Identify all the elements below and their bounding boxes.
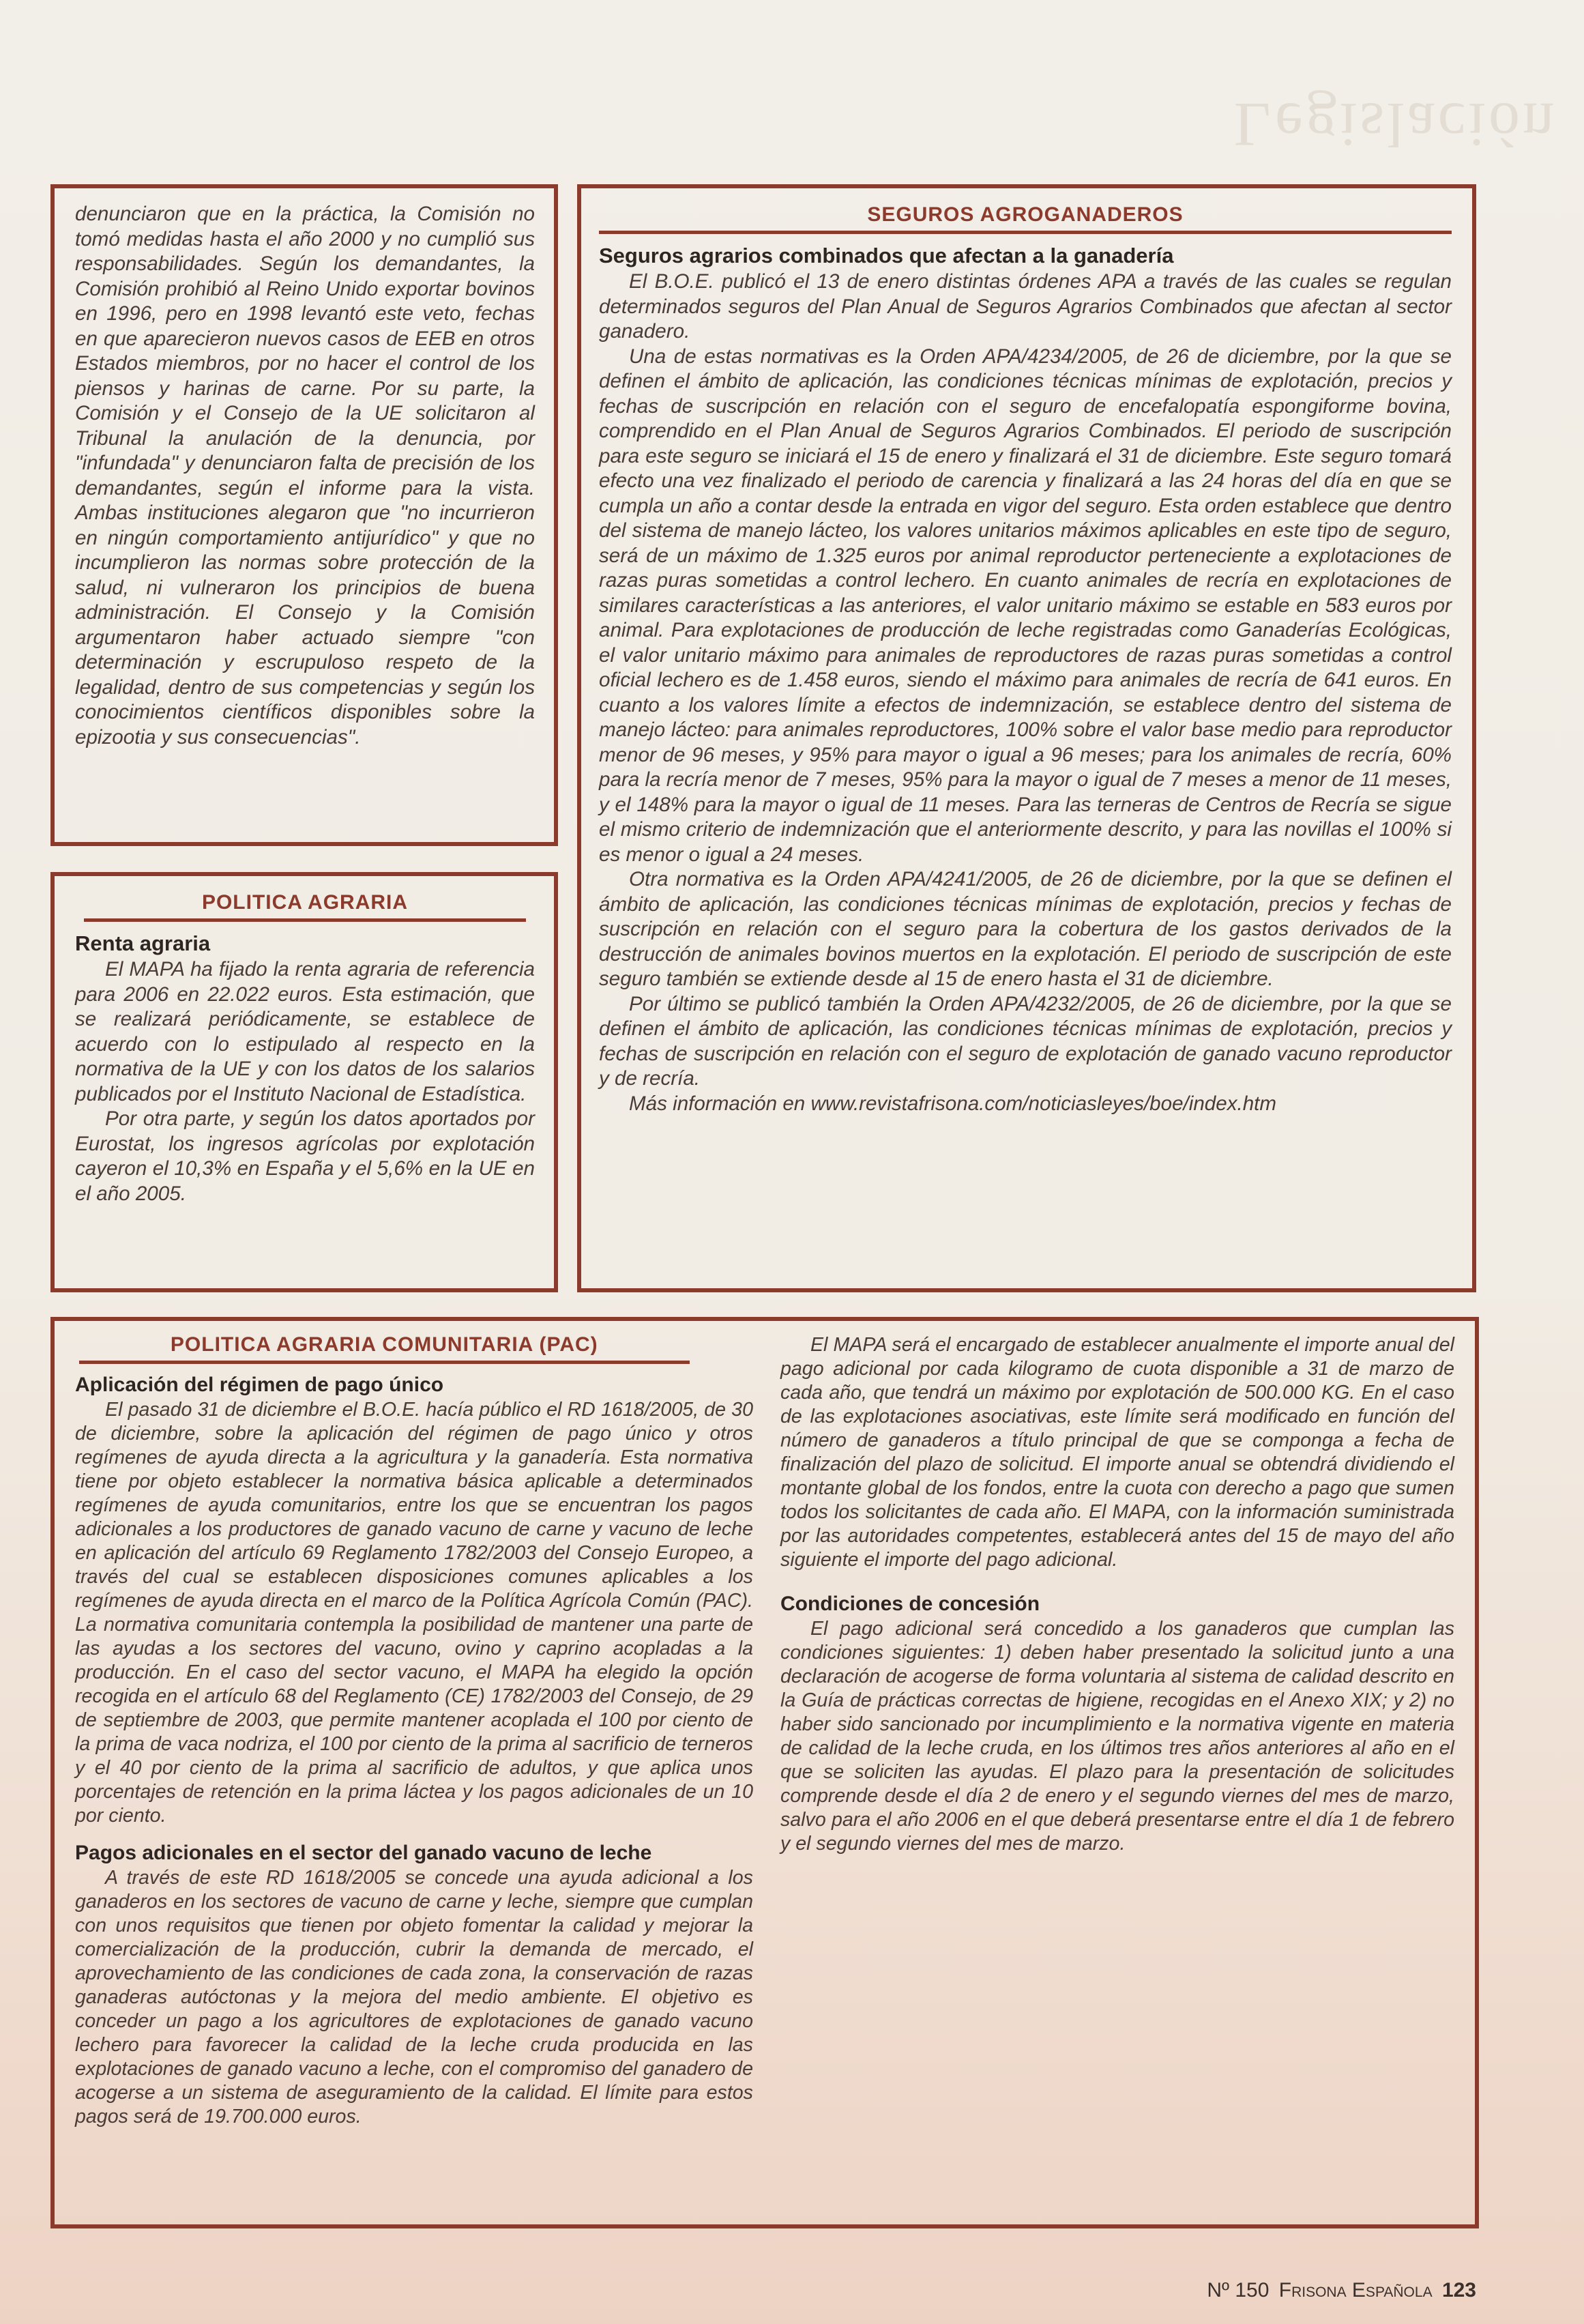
subheading: Seguros agrarios combinados que afectan a la ganadería xyxy=(599,244,1174,267)
paragraph: El MAPA ha fijado la renta agraria de referencia para 2006 en 22.022 euros. Esta estimación, que se realizará periódicamente, se establece de acuerdo con lo estipulado al respecto en la normativa de la UE y con los datos de los salarios publicados por el Instituto Nacional de Estadística. xyxy=(75,958,535,1105)
issue-number: Nº 150 xyxy=(1207,2279,1270,2301)
box-title: SEGUROS AGROGANADEROS xyxy=(599,203,1452,234)
seguros-box xyxy=(577,184,1476,1292)
page-footer xyxy=(1207,2279,1476,2302)
paragraph: El pago adicional será concedido a los ganaderos que cumplan las condiciones siguientes: 1) deben haber presentado la solicitud junto a una declaración de acogerse de forma voluntaria al sistema de calidad descrito en la Guía de prácticas correctas de higiene, recogidas en el Anexo XIX; y 2) no haber sido sancionado por incumplimiento e la normativa vigente en materia de calidad de la leche cruda, en los últimos tres años anteriores al año en el que se soliciten las ayudas. El plazo para la presentación de solicitudes comprende desde el día 2 de enero y el segundo viernes del mes de marzo, salvo para el año 2006 en el que deberá presentarse entre el día 1 de febrero y el segundo viernes del mes de marzo. xyxy=(780,1618,1454,1855)
web-link-text: Más información en www.revistafrisona.com/noticiasleyes/boe/index.htm xyxy=(629,1092,1277,1115)
section-header: Legislación xyxy=(1233,90,1557,160)
subheading: Pagos adicionales en el sector del ganado vacuno de leche xyxy=(75,1842,652,1864)
magazine-name: Frisona Española xyxy=(1278,2279,1433,2301)
subheading: Renta agraria xyxy=(75,931,211,955)
paragraph: Otra normativa es la Orden APA/4241/2005, de 26 de diciembre, por la que se definen el ámbito de aplicación, las condiciones técnicas mínimas de explotación, precios y fechas de suscripción en relación con el seguro para la cobertura de los gastos derivados de la destrucción de animales bovinos muertos en la explotación. El periodo de suscripción de este seguro también se extiende desde al 15 de enero hasta el 31 de diciembre. xyxy=(599,868,1452,990)
page-number: 123 xyxy=(1441,2279,1476,2301)
politica-agraria-box xyxy=(50,872,558,1292)
subheading: Condiciones de concesión xyxy=(780,1593,1040,1615)
paragraph: A través de este RD 1618/2005 se concede una ayuda adicional a los ganaderos en los sectores de vacuno de carne y leche, siempre que cumplan con unos requisitos que tienen por objeto fomentar la calidad y mejorar la comercialización de la producción, cubrir la demanda de mercado, el aprovechamiento de las condiciones de cada zona, la conservación de razas ganaderas autóctonas y la mejora del medio ambiente. El objetivo es conceder un pago a los agricultores de explotaciones de ganado vacuno lechero para favorecer la calidad de la leche cruda producida en las explotaciones de ganado vacuno a leche, con el compromiso del ganadero de acogerse a un sistema de aseguramiento de la calidad. El límite para estos pagos será de 19.700.000 euros. xyxy=(75,1867,753,2127)
paragraph: Una de estas normativas es la Orden APA/4234/2005, de 26 de diciembre, por la que se definen el ámbito de aplicación, las condiciones técnicas mínimas de explotación, precios y fechas de suscripción en relación con el seguro de encefalopatía espongiforme bovina, comprendido en el Plan Anual de Seguros Agrarios Combinados. El periodo de suscripción para este seguro se iniciará el 15 de enero y finalizará el 31 de diciembre. Este seguro tomará efecto una vez finalizado el periodo de carencia y finalizará a las 24 horas del día en que se cumpla un año a contar desde la entrada en vigor del seguro. Esta orden establece que dentro del sistema de manejo lácteo, los valores unitarios máximos aplicables en este tipo de seguro, será de un máximo de 1.325 euros por animal reproductor perteneciente a explotaciones de razas puras sometidas a control lechero. En cuanto animales de recría en explotaciones de similares características a las anteriores, el valor unitario máximo se estable en 583 euros por animal. Para explotaciones de producción de leche registradas como Ganaderías Ecológicas, el valor unitario máximo para animales de reproductores de razas puras sometidas a control oficial lechero es de 1.458 euros, siendo el máximo para animales de recría de 641 euros. En cuanto a los valores límite a efectos de indemnización, se establece dentro del sistema de manejo lácteo: para animales reproductores, 100% sobre el valor base medio para reproductor menor de 96 meses, y 95% para mayor o igual a 96 meses; para los animales de recría, 60% para la recría menor de 7 meses, 95% para la mayor o igual de 7 meses a menor de 11 meses, y el 148% para la mayor o igual de 11 meses. Para las terneras de Centros de Recría se sigue el mismo criterio de indemnización que el anteriormente descrito, y para las novillas el 100% si es menor o igual a 24 meses. xyxy=(599,345,1452,866)
pac-column-left xyxy=(75,1333,753,2218)
pac-column-right xyxy=(780,1333,1454,2218)
paragraph: Por otra parte, y según los datos aportados por Eurostat, los ingresos agrícolas por explotación cayeron el 10,3% en España y el 5,6% en la UE en el año 2005. xyxy=(75,1107,535,1205)
pac-box xyxy=(50,1317,1479,2228)
paragraph: El B.O.E. publicó el 13 de enero distintas órdenes APA a través de las cuales se regulan determinados seguros del Plan Anual de Seguros Agrarios Combinados que afectan al sector ganadero. xyxy=(599,270,1452,343)
paragraph: El pasado 31 de diciembre el B.O.E. hacía público el RD 1618/2005, de 30 de diciembre, sobre la aplicación del régimen de pago único y otros regímenes de ayuda directa a la agricultura y la ganadería. Esta normativa tiene por objeto establecer la normativa básica aplicable a determinados regímenes de ayuda comunitarios, entre los que se encuentran los pagos adicionales a los productores de ganado vacuno de carne y vacuno de leche en aplicación del artículo 69 Reglamento 1782/2003 del Consejo Europeo, a través del cual se establecen disposiciones comunes aplicables a los regímenes de ayuda directa en el marco de la Política Agrícola Común (PAC). La normativa comunitaria contempla la posibilidad de mantener una parte de las ayudas a los sectores del vacuno, ovino y caprino acopladas a la producción. En el caso del sector vacuno, el MAPA ha elegido la opción recogida en el artículo 68 del Reglamento (CE) 1782/2003 del Consejo, de 29 de septiembre de 2003, que permite mantener acoplada el 100 por ciento de la prima de vaca nodriza, el 100 por ciento de la prima al sacrificio de terneros y el 40 por ciento de la prima al sacrificio de adultos, y que aplica unos porcentajes de retención en la prima láctea y los pagos adicionales de un 10 por ciento. xyxy=(75,1399,753,1827)
subheading: Aplicación del régimen de pago único xyxy=(75,1374,444,1396)
paragraph: El MAPA será el encargado de establecer anualmente el importe anual del pago adicional por cada kilogramo de cuota disponible a 31 de marzo de cada año, que tendrá un máximo por explotación de 500.000 KG. En el caso de las explotaciones asociativas, este límite será modificado en función del número de ganaderos a título principal de que se componga a fecha de finalización del plazo de solicitud. El importe anual se obtendrá dividiendo el montante global de los fondos, entre la cuota con derecho a pago que sumen todos los solicitantes de cada año. El MAPA, con la información suministrada por las autoridades competentes, establecerá antes del 15 de mayo del año siguiente el importe del pago adicional. xyxy=(780,1334,1454,1571)
box-title: POLITICA AGRARIA xyxy=(84,891,525,922)
intro-box xyxy=(50,184,558,846)
box-title: POLITICA AGRARIA COMUNITARIA (PAC) xyxy=(79,1333,690,1364)
intro-text: denunciaron que en la práctica, la Comisión no tomó medidas hasta el año 2000 y no cumplió sus responsabilidades. Según los demandantes, la Comisión prohibió al Reino Unido exportar bovinos en 1996, pero en 1998 levantó este veto, fechas en que aparecieron nuevos casos de EEB en otros Estados miembros, por no hacer el control de los piensos y harinas de carne. Por su parte, la Comisión y el Consejo de la UE solicitaron al Tribunal la anulación de la denuncia, por "infundada" y denunciaron falta de precisión de los demandantes, según el informe para la vista. Ambas instituciones alegaron que "no incurrieron en ningún comportamiento antijurídico" y que no incumplieron las normas sobre protección de la salud, ni vulneraron los principios de buena administración. El Consejo y la Comisión argumentaron haber actuado siempre "con determinación y escrupuloso respeto de la legalidad, dentro de sus competencias y según los conocimientos científicos disponibles sobre la epizootia y sus consecuencias". xyxy=(75,203,535,749)
paragraph: Por último se publicó también la Orden APA/4232/2005, de 26 de diciembre, por la que se definen el ámbito de aplicación, las condiciones técnicas mínimas de explotación, precios y fechas de suscripción en relación con el seguro de explotación de ganado vacuno reproductor y de recría. xyxy=(599,992,1452,1090)
